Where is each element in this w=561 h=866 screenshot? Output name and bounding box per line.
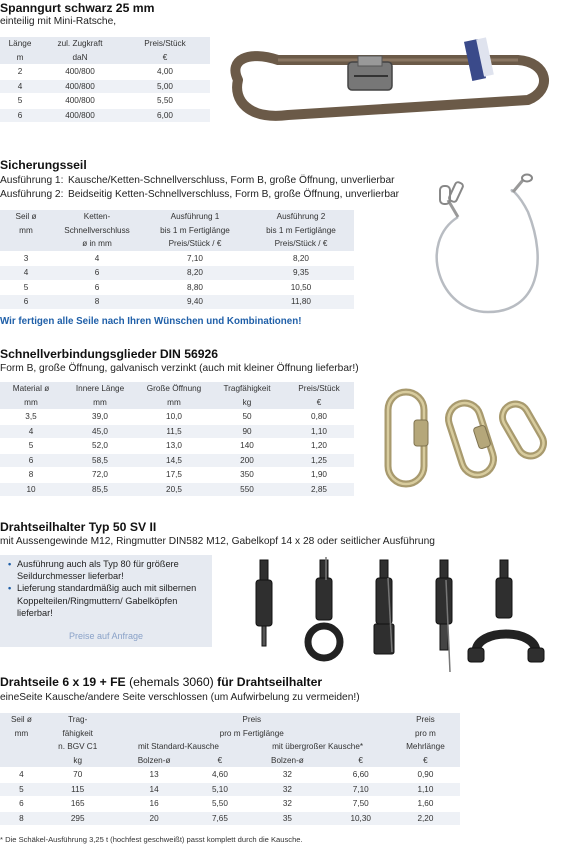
table-cell: 32	[282, 784, 292, 794]
table-header-cell: Ketten-	[83, 212, 111, 221]
drahtseile-title-former: (ehemals 3060)	[129, 675, 214, 689]
table-header-cell: Länge	[8, 39, 32, 48]
table-header-cell: Preis/Stück / €	[168, 239, 222, 248]
col-bolzen-gross: Bolzen-ø	[271, 755, 304, 765]
table-header-row	[0, 37, 210, 51]
table-cell: 39,0	[92, 412, 108, 421]
table-header-cell: mm	[19, 225, 33, 235]
table-header-cell: zul. Zugkraft	[57, 39, 103, 48]
table-header-cell: Tragfähigkeit	[223, 384, 271, 393]
table-header-cell: Ausführung 1	[170, 212, 220, 221]
table-header-cell: Innere Länge	[75, 384, 125, 393]
table-header-cell: kg	[242, 397, 252, 407]
table-header-cell: mm	[24, 397, 38, 407]
safety-cable-image	[418, 172, 558, 322]
col-trag-3: n. BGV C1	[58, 742, 98, 751]
table-cell: 50	[242, 412, 252, 421]
table-cell: 9,35	[293, 268, 309, 277]
table-cell: 13,0	[166, 441, 182, 450]
table-cell: 70	[73, 770, 83, 779]
table-cell: 32	[282, 799, 292, 808]
quick-links-image	[370, 382, 560, 492]
table-cell: 5	[23, 282, 29, 292]
table-cell: 550	[240, 484, 254, 494]
drahtseile-title-suffix: für Drahtseilhalter	[217, 675, 323, 689]
table-cell: 165	[70, 799, 85, 808]
table-cell: 8	[94, 297, 100, 306]
table-cell: 6	[23, 297, 29, 306]
table-row	[0, 79, 210, 94]
table-cell: 8,80	[187, 282, 203, 292]
drahtseilhalter-title: Drahtseilhalter Typ 50 SV II	[0, 520, 157, 534]
table-cell: 20,5	[166, 484, 182, 494]
col-trag-1: Trag-	[68, 715, 88, 724]
col-standard: mit Standard-Kausche	[137, 742, 219, 751]
table-cell: 4	[17, 81, 23, 91]
table-row	[0, 768, 460, 783]
table-cell: 140	[240, 441, 254, 450]
table-cell: 2	[17, 67, 23, 76]
table-cell: 6,60	[352, 770, 369, 779]
col-gross: mit übergroßer Kausche*	[272, 742, 364, 751]
schnellverbinder-table	[0, 382, 354, 496]
bullet-typ80: • Ausführung auch als Typ 80 für größere Seildurchmesser lieferbar!	[9, 558, 206, 582]
col-euro-std: €	[217, 755, 223, 765]
table-cell: 7,50	[352, 799, 369, 808]
table-cell: 350	[240, 470, 254, 479]
table-cell: 8	[28, 470, 34, 479]
spanngurt-table-header	[0, 37, 210, 65]
drahtseile-title-main: Drahtseile 6 x 19 + FE	[0, 675, 126, 689]
table-header-row	[0, 210, 354, 224]
ausfuehrung-2-line	[0, 188, 399, 201]
table-cell: 11,80	[291, 297, 311, 306]
table-cell: 8,20	[293, 253, 309, 263]
ausfuehrung-1-text: Kausche/Ketten-Schnellverschluss, Form B, große Öffnung, unverlierbar	[68, 175, 395, 186]
table-cell: 400/800	[65, 110, 95, 120]
table-cell: 1,90	[311, 470, 327, 479]
drahtseilhalter-subtitle: mit Aussengewinde M12, Ringmutter DIN582 M12, Gabelkopf 14 x 28 oder seitlicher Ausführung	[0, 536, 435, 547]
table-header-cell: Große Öffnung	[146, 384, 202, 393]
table-cell: 5,50	[157, 96, 173, 105]
table-header-cell: Material ø	[12, 384, 50, 393]
table-cell: 16	[149, 799, 159, 808]
sicherungsseil-title: Sicherungsseil	[0, 158, 87, 172]
table-cell: 4	[28, 426, 34, 436]
cable-holders-image	[240, 552, 560, 682]
table-cell: 6	[28, 455, 34, 465]
table-header-cell: ø in mm	[82, 239, 112, 248]
table-cell: 5	[17, 96, 23, 105]
table-cell: 90	[242, 426, 252, 436]
table-cell: 1,20	[311, 441, 327, 450]
table-cell: 200	[240, 455, 254, 465]
drahtseile-subtitle: eineSeite Kausche/andere Seite verschlossen (um Aufwirbelung zu vermeiden!)	[0, 692, 360, 703]
table-header-cell: m	[16, 52, 24, 62]
table-cell: 10,30	[350, 813, 371, 823]
table-header-row	[0, 237, 354, 251]
drahtseile-table	[0, 713, 460, 825]
spanngurt-title: Spanngurt schwarz 25 mm	[0, 1, 155, 15]
table-row	[0, 453, 354, 468]
table-cell: 400/800	[65, 81, 95, 91]
table-row	[0, 782, 460, 797]
table-cell: 85,5	[92, 484, 108, 494]
col-euro-gross: €	[358, 755, 363, 765]
table-cell: 6	[19, 799, 24, 808]
drahtseile-table-header	[0, 713, 460, 768]
col-empty	[0, 740, 43, 754]
col-mehr-1: Preis	[416, 715, 435, 724]
drahtseile-table-body	[0, 768, 460, 826]
table-header-cell: Preis/Stück	[144, 39, 186, 48]
col-seil: Seil ø	[10, 715, 32, 724]
table-cell: 2,85	[311, 484, 327, 494]
table-cell: 1,25	[311, 455, 327, 465]
table-cell: 6,00	[157, 110, 173, 120]
table-cell: 115	[71, 784, 85, 794]
table-cell: 4	[23, 268, 29, 277]
ausfuehrung-1-label: Ausführung 1:	[0, 175, 64, 186]
table-cell: 52,0	[92, 441, 108, 450]
table-row	[0, 811, 460, 825]
schnellverbinder-subtitle: Form B, große Öffnung, galvanisch verzinkt (auch mit kleiner Öffnung lieferbar!)	[0, 363, 359, 374]
table-cell: 4	[19, 770, 24, 779]
table-header-cell: bis 1 m Fertiglänge	[266, 225, 336, 235]
table-row	[0, 439, 354, 454]
col-preis-sub: pro m Fertiglänge	[219, 728, 284, 738]
sicherungsseil-table-header	[0, 210, 354, 251]
table-cell: 0,80	[311, 412, 327, 421]
table-header-cell: Seil ø	[15, 212, 37, 221]
table-header-cell: mm	[93, 397, 107, 407]
table-cell: 1,60	[417, 799, 434, 808]
table-cell: 1,10	[417, 784, 434, 794]
table-header-row	[0, 396, 354, 410]
col-preis: Preis	[242, 715, 262, 724]
table-cell: 14	[149, 784, 159, 794]
table-cell: 400/800	[65, 67, 95, 76]
table-header-cell: Schnellverschluss	[64, 225, 130, 235]
ratchet-strap-image	[218, 20, 558, 130]
table-cell: 72,0	[92, 470, 108, 479]
col-trag-unit: kg	[73, 755, 83, 765]
table-header-cell: Preis/Stück / €	[274, 239, 328, 248]
table-cell: 5	[28, 441, 34, 450]
table-cell: 10,50	[290, 282, 312, 292]
table-row	[0, 280, 354, 295]
table-cell: 58,5	[92, 455, 108, 465]
table-header-cell: mm	[167, 397, 181, 407]
table-row	[0, 424, 354, 439]
table-header-row	[0, 382, 354, 396]
table-cell: 3	[23, 253, 29, 263]
col-bolzen-std: Bolzen-ø	[137, 755, 171, 765]
table-cell: 7,65	[211, 813, 228, 823]
table-cell: 11,5	[166, 426, 182, 436]
table-cell: 4,00	[157, 67, 173, 76]
table-cell: 5	[19, 784, 24, 794]
spanngurt-table	[0, 37, 210, 122]
spanngurt-table-body	[0, 65, 210, 123]
col-mehr-2: pro m	[414, 728, 436, 738]
table-cell: 8	[19, 813, 24, 823]
table-cell: 2,20	[417, 813, 434, 823]
table-cell: 1,10	[311, 426, 327, 436]
col-mehr-unit: €	[423, 755, 428, 765]
sicherungsseil-table	[0, 210, 354, 309]
table-row	[0, 468, 354, 483]
table-cell: 10	[26, 484, 36, 494]
table-cell: 7,10	[187, 253, 203, 263]
table-row	[0, 94, 210, 109]
table-cell: 9,40	[187, 297, 203, 306]
table-cell: 295	[70, 813, 85, 823]
table-row	[0, 482, 354, 496]
table-row	[0, 65, 210, 80]
drahtseile-title	[0, 675, 322, 690]
table-header-cell: daN	[72, 52, 88, 62]
table-header-cell: bis 1 m Fertiglänge	[160, 225, 230, 235]
schnellverbinder-table-header	[0, 382, 354, 410]
table-cell: 8,20	[187, 268, 203, 277]
table-header-cell: €	[162, 52, 168, 62]
table-cell: 0,90	[417, 770, 434, 779]
table-row	[0, 797, 460, 812]
table-cell: 7,10	[352, 784, 369, 794]
table-cell: 400/800	[65, 96, 95, 105]
sicherungsseil-table-body	[0, 251, 354, 309]
col-mehr-3: Mehrlänge	[406, 742, 445, 751]
table-header-cell	[0, 237, 52, 251]
table-row	[0, 108, 210, 122]
drahtseile-footnote: * Die Schäkel-Ausführung 3,25 t (hochfest geschweißt) passt komplett durch die Kausche.	[0, 835, 303, 844]
table-cell: 3,5	[25, 412, 37, 421]
table-cell: 5,10	[211, 784, 228, 794]
table-cell: 20	[149, 813, 159, 823]
ausfuehrung-2-text: Beidseitig Ketten-Schnellverschluss, Form B, große Öffnung, unverlierbar	[68, 189, 400, 200]
table-cell: 35	[282, 813, 292, 823]
table-cell: 4,60	[211, 770, 228, 779]
table-cell: 10,0	[166, 412, 182, 421]
table-header-cell: €	[316, 397, 322, 407]
table-cell: 45,0	[92, 426, 108, 436]
custom-cables-note: Wir fertigen alle Seile nach Ihren Wünschen und Kombinationen!	[0, 316, 302, 327]
table-cell: 5,00	[157, 81, 173, 91]
table-cell: 6	[94, 268, 100, 277]
table-cell: 32	[282, 770, 292, 779]
price-on-request: Preise auf Anfrage	[0, 629, 212, 643]
col-empty	[0, 754, 43, 768]
table-header-row	[0, 224, 354, 238]
table-cell: 6	[17, 110, 23, 120]
table-header-cell: Preis/Stück	[298, 384, 340, 393]
ausfuehrung-2-label: Ausführung 2:	[0, 189, 64, 200]
table-cell: 13	[149, 770, 159, 779]
bullet-silber: • Lieferung standardmäßig auch mit silbernen Koppelteilen/Ringmuttern/ Gabelköpfen lieferbar!	[9, 582, 206, 619]
col-seil-unit: mm	[14, 728, 29, 738]
table-cell: 4	[94, 253, 100, 263]
schnellverbinder-title: Schnellverbindungsglieder DIN 56926	[0, 347, 219, 361]
table-cell: 17,5	[166, 470, 182, 479]
col-trag-2: fähigkeit	[62, 728, 93, 738]
table-cell: 6	[94, 282, 100, 292]
table-row	[0, 266, 354, 281]
table-header-cell: Ausführung 2	[276, 212, 326, 221]
spanngurt-subtitle: einteilig mit Mini-Ratsche,	[0, 16, 117, 27]
table-row	[0, 295, 354, 309]
table-cell: 5,50	[211, 799, 228, 808]
table-row	[0, 251, 354, 266]
table-cell: 14,5	[166, 455, 182, 465]
schnellverbinder-table-body	[0, 410, 354, 497]
ausfuehrung-1-line	[0, 174, 395, 187]
table-header-row	[0, 51, 210, 65]
table-row	[0, 410, 354, 425]
